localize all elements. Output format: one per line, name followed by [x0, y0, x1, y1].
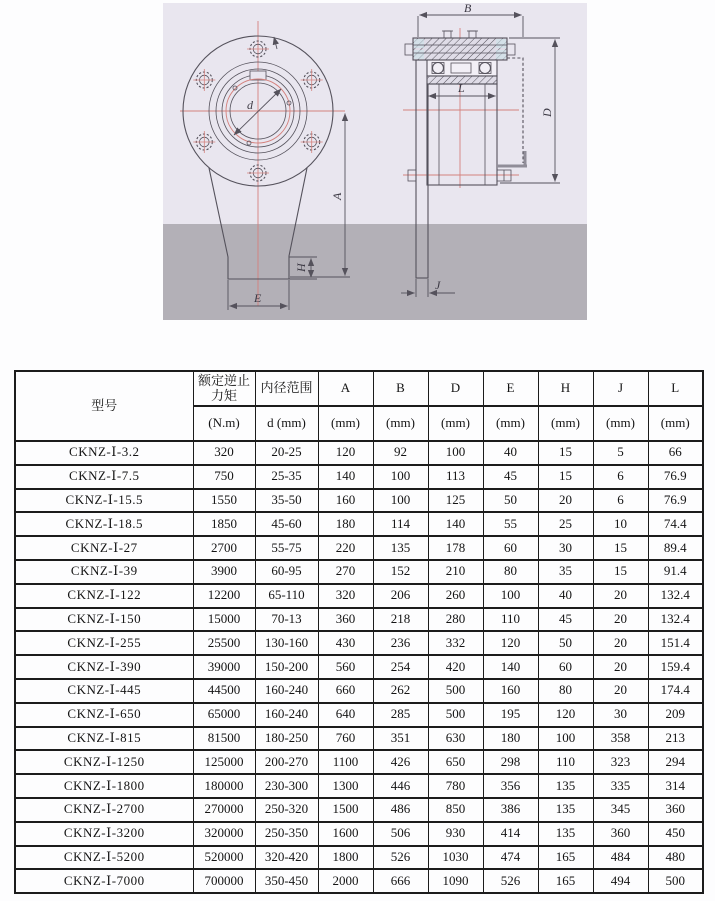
value-cell: 180000	[193, 774, 255, 798]
value-cell: 6	[593, 489, 648, 513]
value-cell: 930	[428, 822, 483, 846]
value-cell: 760	[318, 727, 373, 751]
value-cell: 1500	[318, 798, 373, 822]
value-cell: 332	[428, 631, 483, 655]
value-cell: 65000	[193, 703, 255, 727]
value-cell: 494	[593, 869, 648, 893]
dim-label-j: J	[435, 278, 441, 292]
value-cell: 5	[593, 441, 648, 465]
value-cell: 630	[428, 727, 483, 751]
value-cell: 35-50	[255, 489, 318, 513]
spec-table-body	[15, 441, 703, 893]
model-cell: CKNZ-Ⅰ-18.5	[15, 512, 193, 536]
value-cell: 20	[593, 679, 648, 703]
value-cell: 250-350	[255, 822, 318, 846]
value-cell: 100	[483, 584, 538, 608]
table-row	[15, 822, 703, 846]
value-cell: 350-450	[255, 869, 318, 893]
value-cell: 65-110	[255, 584, 318, 608]
value-cell: 70-13	[255, 608, 318, 632]
table-row	[15, 727, 703, 751]
dim-label-a: A	[330, 192, 344, 200]
value-cell: 15	[593, 536, 648, 560]
value-cell: 420	[428, 655, 483, 679]
value-cell: 414	[483, 822, 538, 846]
value-cell: 55-75	[255, 536, 318, 560]
value-cell: 140	[483, 655, 538, 679]
value-cell: 358	[593, 727, 648, 751]
table-row	[15, 465, 703, 489]
value-cell: 45	[483, 465, 538, 489]
value-cell: 178	[428, 536, 483, 560]
table-row	[15, 489, 703, 513]
unit-mm: (mm)	[483, 406, 538, 441]
value-cell: 120	[318, 441, 373, 465]
value-cell: 140	[318, 465, 373, 489]
value-cell: 236	[373, 631, 428, 655]
col-header-dim-a: A	[318, 371, 373, 406]
value-cell: 20	[593, 655, 648, 679]
value-cell: 45-60	[255, 512, 318, 536]
value-cell: 323	[593, 750, 648, 774]
value-cell: 294	[648, 750, 703, 774]
model-cell: CKNZ-Ⅰ-1800	[15, 774, 193, 798]
value-cell: 210	[428, 560, 483, 584]
col-header-dim-j: J	[593, 371, 648, 406]
col-header-dim-l: L	[648, 371, 703, 406]
value-cell: 750	[193, 465, 255, 489]
value-cell: 320	[193, 441, 255, 465]
value-cell: 351	[373, 727, 428, 751]
value-cell: 100	[538, 727, 593, 751]
value-cell: 500	[428, 679, 483, 703]
col-header-dim-h: H	[538, 371, 593, 406]
dim-label-e: E	[254, 291, 262, 305]
table-row	[15, 536, 703, 560]
value-cell: 250-320	[255, 798, 318, 822]
value-cell: 151.4	[648, 631, 703, 655]
model-cell: CKNZ-Ⅰ-815	[15, 727, 193, 751]
value-cell: 40	[483, 441, 538, 465]
value-cell: 262	[373, 679, 428, 703]
value-cell: 10	[593, 512, 648, 536]
value-cell: 500	[648, 869, 703, 893]
value-cell: 20-25	[255, 441, 318, 465]
value-cell: 526	[373, 846, 428, 870]
value-cell: 135	[538, 774, 593, 798]
value-cell: 280	[428, 608, 483, 632]
value-cell: 25-35	[255, 465, 318, 489]
value-cell: 76.9	[648, 489, 703, 513]
table-row	[15, 750, 703, 774]
value-cell: 320	[318, 584, 373, 608]
backstop-drawing	[163, 3, 587, 320]
dim-label-h: H	[294, 263, 308, 272]
value-cell: 1300	[318, 774, 373, 798]
dim-label-b: B	[464, 3, 472, 15]
value-cell: 89.4	[648, 536, 703, 560]
value-cell: 45	[538, 608, 593, 632]
value-cell: 486	[373, 798, 428, 822]
unit-mm: (mm)	[373, 406, 428, 441]
model-cell: CKNZ-Ⅰ-39	[15, 560, 193, 584]
value-cell: 213	[648, 727, 703, 751]
value-cell: 76.9	[648, 465, 703, 489]
header-row-titles	[15, 371, 703, 406]
value-cell: 150-200	[255, 655, 318, 679]
unit-torque: (N.m)	[193, 406, 255, 441]
value-cell: 474	[483, 846, 538, 870]
value-cell: 650	[428, 750, 483, 774]
value-cell: 40	[538, 584, 593, 608]
value-cell: 20	[593, 608, 648, 632]
value-cell: 81500	[193, 727, 255, 751]
value-cell: 132.4	[648, 584, 703, 608]
spec-table-header	[15, 371, 703, 441]
value-cell: 125	[428, 489, 483, 513]
value-cell: 130-160	[255, 631, 318, 655]
table-row	[15, 774, 703, 798]
value-cell: 15	[538, 441, 593, 465]
value-cell: 180	[318, 512, 373, 536]
dim-label-l: L	[458, 81, 465, 95]
value-cell: 666	[373, 869, 428, 893]
value-cell: 520000	[193, 846, 255, 870]
table-row	[15, 560, 703, 584]
value-cell: 1030	[428, 846, 483, 870]
unit-mm: (mm)	[318, 406, 373, 441]
value-cell: 35	[538, 560, 593, 584]
value-cell: 50	[538, 631, 593, 655]
value-cell: 335	[593, 774, 648, 798]
value-cell: 560	[318, 655, 373, 679]
value-cell: 314	[648, 774, 703, 798]
model-cell: CKNZ-Ⅰ-255	[15, 631, 193, 655]
value-cell: 356	[483, 774, 538, 798]
value-cell: 1550	[193, 489, 255, 513]
value-cell: 298	[483, 750, 538, 774]
value-cell: 12200	[193, 584, 255, 608]
value-cell: 100	[373, 465, 428, 489]
model-cell: CKNZ-Ⅰ-15.5	[15, 489, 193, 513]
model-cell: CKNZ-Ⅰ-650	[15, 703, 193, 727]
value-cell: 3900	[193, 560, 255, 584]
value-cell: 1600	[318, 822, 373, 846]
model-cell: CKNZ-Ⅰ-7000	[15, 869, 193, 893]
value-cell: 660	[318, 679, 373, 703]
value-cell: 446	[373, 774, 428, 798]
value-cell: 50	[483, 489, 538, 513]
value-cell: 270	[318, 560, 373, 584]
model-cell: CKNZ-Ⅰ-3.2	[15, 441, 193, 465]
table-row	[15, 631, 703, 655]
model-cell: CKNZ-Ⅰ-445	[15, 679, 193, 703]
table-row	[15, 441, 703, 465]
value-cell: 6	[593, 465, 648, 489]
col-header-dim-e: E	[483, 371, 538, 406]
value-cell: 80	[538, 679, 593, 703]
value-cell: 120	[538, 703, 593, 727]
model-cell: CKNZ-Ⅰ-390	[15, 655, 193, 679]
value-cell: 25500	[193, 631, 255, 655]
value-cell: 360	[318, 608, 373, 632]
value-cell: 60	[538, 655, 593, 679]
value-cell: 30	[538, 536, 593, 560]
value-cell: 1800	[318, 846, 373, 870]
value-cell: 386	[483, 798, 538, 822]
value-cell: 270000	[193, 798, 255, 822]
value-cell: 700000	[193, 869, 255, 893]
value-cell: 320-420	[255, 846, 318, 870]
value-cell: 2000	[318, 869, 373, 893]
model-cell: CKNZ-Ⅰ-1250	[15, 750, 193, 774]
value-cell: 80	[483, 560, 538, 584]
value-cell: 15	[593, 560, 648, 584]
table-row	[15, 512, 703, 536]
value-cell: 15	[538, 465, 593, 489]
value-cell: 165	[538, 846, 593, 870]
spec-table	[14, 370, 704, 894]
value-cell: 160	[318, 489, 373, 513]
table-row	[15, 798, 703, 822]
value-cell: 360	[648, 798, 703, 822]
value-cell: 140	[428, 512, 483, 536]
value-cell: 180	[483, 727, 538, 751]
table-row	[15, 703, 703, 727]
value-cell: 125000	[193, 750, 255, 774]
value-cell: 320000	[193, 822, 255, 846]
value-cell: 91.4	[648, 560, 703, 584]
value-cell: 100	[428, 441, 483, 465]
col-header-dim-d: D	[428, 371, 483, 406]
model-cell: CKNZ-Ⅰ-122	[15, 584, 193, 608]
value-cell: 345	[593, 798, 648, 822]
value-cell: 110	[538, 750, 593, 774]
value-cell: 2700	[193, 536, 255, 560]
value-cell: 850	[428, 798, 483, 822]
value-cell: 160-240	[255, 703, 318, 727]
value-cell: 500	[428, 703, 483, 727]
value-cell: 25	[538, 512, 593, 536]
value-cell: 114	[373, 512, 428, 536]
value-cell: 1850	[193, 512, 255, 536]
value-cell: 74.4	[648, 512, 703, 536]
col-header-dim-b: B	[373, 371, 428, 406]
value-cell: 100	[373, 489, 428, 513]
value-cell: 780	[428, 774, 483, 798]
value-cell: 30	[593, 703, 648, 727]
model-cell: CKNZ-Ⅰ-2700	[15, 798, 193, 822]
value-cell: 135	[538, 822, 593, 846]
dim-label-overall: D	[540, 108, 554, 117]
value-cell: 180-250	[255, 727, 318, 751]
table-row	[15, 869, 703, 893]
model-cell: CKNZ-Ⅰ-27	[15, 536, 193, 560]
value-cell: 209	[648, 703, 703, 727]
value-cell: 426	[373, 750, 428, 774]
value-cell: 640	[318, 703, 373, 727]
value-cell: 206	[373, 584, 428, 608]
bearing-row	[427, 60, 497, 76]
unit-mm: (mm)	[428, 406, 483, 441]
value-cell: 55	[483, 512, 538, 536]
value-cell: 110	[483, 608, 538, 632]
value-cell: 20	[593, 631, 648, 655]
model-cell: CKNZ-Ⅰ-7.5	[15, 465, 193, 489]
value-cell: 1090	[428, 869, 483, 893]
value-cell: 66	[648, 441, 703, 465]
value-cell: 506	[373, 822, 428, 846]
value-cell: 159.4	[648, 655, 703, 679]
value-cell: 220	[318, 536, 373, 560]
value-cell: 135	[538, 798, 593, 822]
value-cell: 44500	[193, 679, 255, 703]
spec-table-section	[14, 370, 702, 894]
unit-mm: (mm)	[538, 406, 593, 441]
value-cell: 260	[428, 584, 483, 608]
technical-drawing	[163, 3, 587, 320]
value-cell: 152	[373, 560, 428, 584]
drawing-background-bottom	[163, 224, 587, 320]
value-cell: 160	[483, 679, 538, 703]
value-cell: 254	[373, 655, 428, 679]
value-cell: 120	[483, 631, 538, 655]
table-row	[15, 584, 703, 608]
col-header-torque: 额定逆止力矩	[193, 371, 255, 406]
value-cell: 480	[648, 846, 703, 870]
table-row	[15, 846, 703, 870]
value-cell: 20	[538, 489, 593, 513]
value-cell: 230-300	[255, 774, 318, 798]
value-cell: 526	[483, 869, 538, 893]
table-row	[15, 679, 703, 703]
col-header-model: 型号	[15, 371, 193, 441]
value-cell: 165	[538, 869, 593, 893]
value-cell: 132.4	[648, 608, 703, 632]
value-cell: 430	[318, 631, 373, 655]
unit-mm: (mm)	[648, 406, 703, 441]
col-header-bore: 内径范围	[255, 371, 318, 406]
unit-bore: d (mm)	[255, 406, 318, 441]
value-cell: 92	[373, 441, 428, 465]
model-cell: CKNZ-Ⅰ-5200	[15, 846, 193, 870]
value-cell: 113	[428, 465, 483, 489]
value-cell: 285	[373, 703, 428, 727]
value-cell: 450	[648, 822, 703, 846]
model-cell: CKNZ-Ⅰ-3200	[15, 822, 193, 846]
value-cell: 360	[593, 822, 648, 846]
value-cell: 195	[483, 703, 538, 727]
table-row	[15, 608, 703, 632]
unit-mm: (mm)	[593, 406, 648, 441]
value-cell: 218	[373, 608, 428, 632]
value-cell: 160-240	[255, 679, 318, 703]
model-cell: CKNZ-Ⅰ-150	[15, 608, 193, 632]
value-cell: 135	[373, 536, 428, 560]
value-cell: 39000	[193, 655, 255, 679]
value-cell: 20	[593, 584, 648, 608]
table-row	[15, 655, 703, 679]
value-cell: 484	[593, 846, 648, 870]
value-cell: 60	[483, 536, 538, 560]
value-cell: 15000	[193, 608, 255, 632]
value-cell: 60-95	[255, 560, 318, 584]
value-cell: 200-270	[255, 750, 318, 774]
dim-label-d: d	[247, 98, 253, 112]
value-cell: 1100	[318, 750, 373, 774]
value-cell: 174.4	[648, 679, 703, 703]
